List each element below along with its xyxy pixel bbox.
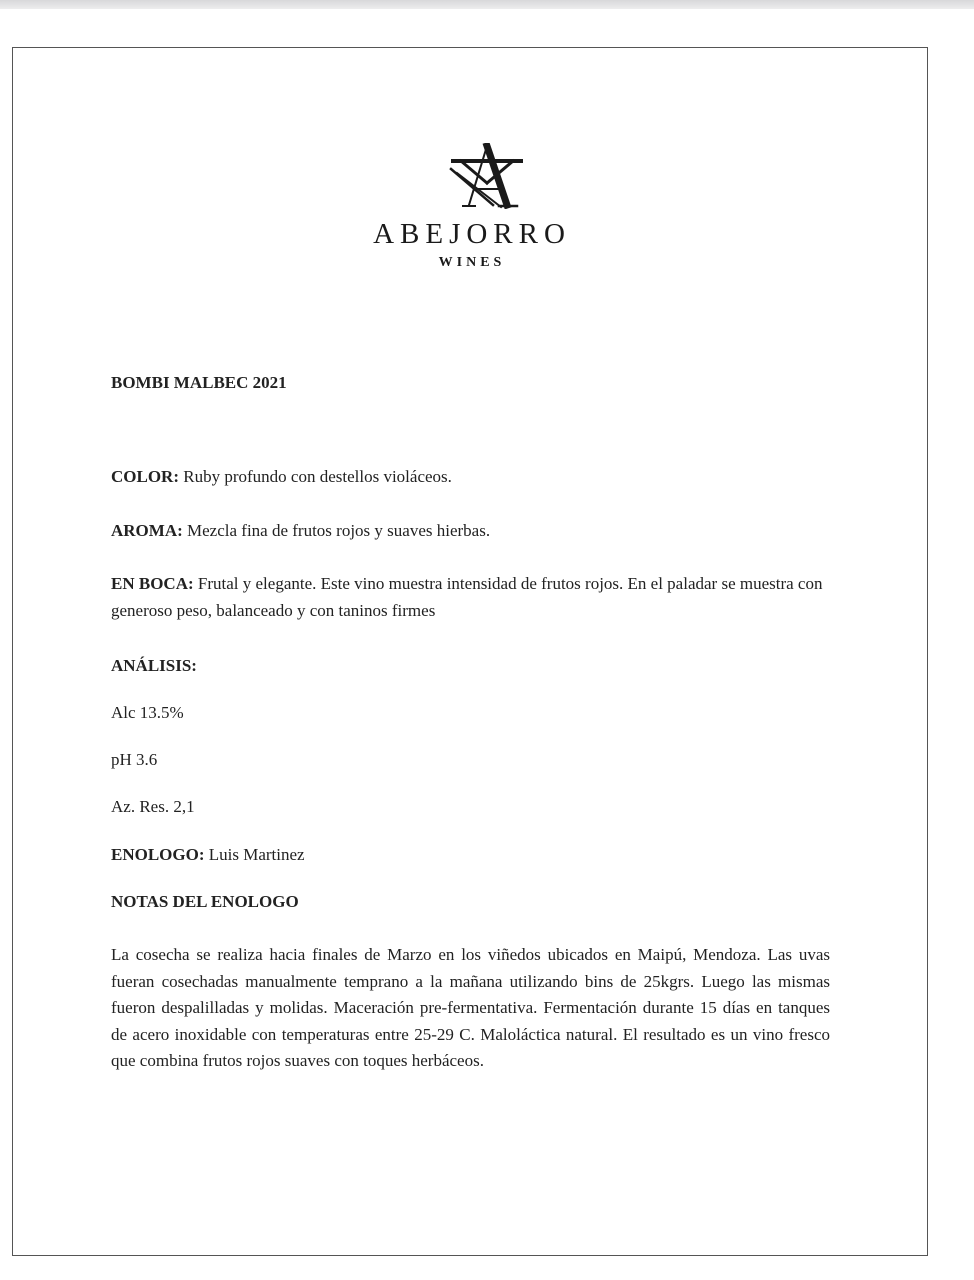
aroma-row (111, 517, 831, 544)
brand-subtitle: WINES (438, 255, 506, 270)
color-text: Ruby profundo con destellos violáceos. (183, 467, 452, 486)
abejorro-logo-icon (0, 143, 974, 209)
analisis-ph: pH 3.6 (111, 750, 158, 769)
enologo-row (111, 841, 831, 868)
enologo-name: Luis Martinez (208, 845, 305, 864)
en-boca-label: EN BOCA: (111, 574, 194, 593)
enologo-label: ENOLOGO: (111, 845, 205, 864)
color-label: COLOR: (111, 467, 179, 486)
en-boca-text: Frutal y elegante. Este vino muestra intensidad de frutos rojos. En el paladar se muestra con generoso peso, balanceado y con taninos firmes (111, 574, 823, 620)
color-row (111, 463, 831, 490)
analisis-residual-sugar: Az. Res. 2,1 (111, 797, 195, 816)
analisis-heading: ANÁLISIS: (111, 656, 197, 675)
brand-name: ABEJORRO (373, 218, 571, 250)
wine-title: BOMBI MALBEC 2021 (111, 373, 287, 392)
analisis-alcohol: Alc 13.5% (111, 703, 184, 722)
en-boca-paragraph (111, 571, 830, 624)
notas-heading: NOTAS DEL ENOLOGO (111, 892, 299, 911)
aroma-label: AROMA: (111, 521, 183, 540)
aroma-text: Mezcla fina de frutos rojos y suaves hierbas. (187, 521, 491, 540)
notas-paragraph: La cosecha se realiza hacia finales de Marzo en los viñedos ubicados en Maipú, Mendoza. Las uvas fueran cosechadas manualmente temprano a la mañana utilizando bins de 25kgrs. Luego las mismas fueron despalilladas y molidas. Maceración pre-fermentativa. Fermentación durante 15 días en tanques de acero inoxidable con temperaturas entre 25-29 C. Maloláctica natural. El resultado es un vino fresco que combina frutos rojos suaves con toques herbáceos. (111, 945, 830, 1070)
window-top-shade (0, 0, 974, 9)
